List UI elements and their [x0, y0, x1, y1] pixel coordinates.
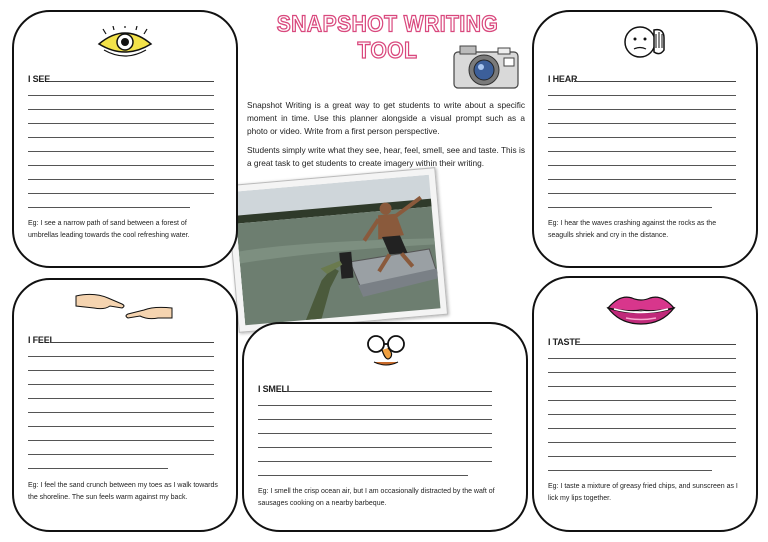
- feel-label-line[interactable]: [50, 342, 214, 343]
- taste-writing-line[interactable]: [548, 442, 736, 443]
- feel-writing-line[interactable]: [28, 426, 214, 427]
- hear-writing-line[interactable]: [548, 123, 736, 124]
- feel-writing-line[interactable]: [28, 454, 214, 455]
- taste-label: I TASTE: [548, 337, 581, 347]
- see-writing-line[interactable]: [28, 179, 214, 180]
- taste-example: Eg: I taste a mixture of greasy fried chips, and sunscreen as I lick my lips together.: [548, 483, 738, 502]
- hear-label-line[interactable]: [574, 81, 736, 82]
- smell-example: Eg: I smell the crisp ocean air, but I am occasionally distracted by the waft of sausages cooking on a nearby barbeque.: [258, 488, 495, 507]
- hear-writing-line[interactable]: [548, 179, 736, 180]
- see-example: Eg: I see a narrow path of sand between a forest of umbrellas leading towards the cool refreshing water.: [28, 220, 190, 239]
- feel-writing-line[interactable]: [28, 356, 214, 357]
- feel-writing-line[interactable]: [28, 468, 168, 469]
- see-writing-line[interactable]: [28, 137, 214, 138]
- taste-writing-line[interactable]: [548, 428, 736, 429]
- hear-writing-line[interactable]: [548, 95, 736, 96]
- hear-writing-line[interactable]: [548, 137, 736, 138]
- smell-writing-line[interactable]: [258, 447, 492, 448]
- hear-example: Eg: I hear the waves crashing against the rocks as the seagulls shriek and cry in the distance.: [548, 220, 717, 239]
- feel-writing-line[interactable]: [28, 398, 214, 399]
- lips-icon: [606, 290, 676, 328]
- taste-writing-line[interactable]: [548, 358, 736, 359]
- eye-icon: [96, 26, 154, 58]
- ear-listening-face-icon: [620, 20, 668, 62]
- intro-paragraph-1: Snapshot Writing is a great way to get students to write about a specific moment in time. Use this planner alongside a visual prompt such as a photo or video. Write from a first person perspective.: [247, 100, 525, 137]
- hear-writing-line[interactable]: [548, 207, 712, 208]
- smell-writing-line[interactable]: [258, 461, 492, 462]
- feel-label: I FEEL: [28, 335, 55, 345]
- feel-writing-line[interactable]: [28, 412, 214, 413]
- see-writing-line[interactable]: [28, 207, 190, 208]
- see-writing-line[interactable]: [28, 165, 214, 166]
- taste-writing-line[interactable]: [548, 400, 736, 401]
- intro-text: [247, 99, 525, 175]
- taste-writing-line[interactable]: [548, 456, 736, 457]
- taste-writing-line[interactable]: [548, 372, 736, 373]
- hear-writing-line[interactable]: [548, 109, 736, 110]
- page-title: SNAPSHOT WRITING TOOL: [276, 11, 499, 64]
- taste-label-line[interactable]: [576, 344, 736, 345]
- taste-writing-line[interactable]: [548, 386, 736, 387]
- hear-label: I HEAR: [548, 74, 578, 84]
- camera-icon: [450, 42, 522, 92]
- hear-writing-line[interactable]: [548, 165, 736, 166]
- hear-writing-line[interactable]: [548, 151, 736, 152]
- feel-writing-line[interactable]: [28, 384, 214, 385]
- smell-writing-line[interactable]: [258, 475, 468, 476]
- see-writing-line[interactable]: [28, 95, 214, 96]
- see-writing-line[interactable]: [28, 193, 214, 194]
- see-writing-line[interactable]: [28, 123, 214, 124]
- see-label-line[interactable]: [50, 81, 214, 82]
- feel-example: Eg: I feel the sand crunch between my toes as I walk towards the shoreline. The sun feels warm against my back.: [28, 482, 218, 501]
- smell-label-line[interactable]: [286, 391, 492, 392]
- intro-paragraph-2: Students simply write what they see, hear, feel, smell, see and taste. This is a great task to get students to create imagery within their writing.: [247, 144, 525, 168]
- nose-glasses-icon: [364, 332, 408, 368]
- see-writing-line[interactable]: [28, 151, 214, 152]
- feel-writing-line[interactable]: [28, 370, 214, 371]
- photo-crocodile-boat: [226, 167, 448, 333]
- smell-writing-line[interactable]: [258, 433, 492, 434]
- touching-hands-icon: [74, 290, 174, 324]
- smell-writing-line[interactable]: [258, 405, 492, 406]
- taste-writing-line[interactable]: [548, 470, 712, 471]
- see-writing-line[interactable]: [28, 109, 214, 110]
- hear-writing-line[interactable]: [548, 193, 736, 194]
- feel-writing-line[interactable]: [28, 440, 214, 441]
- taste-writing-line[interactable]: [548, 414, 736, 415]
- see-label: I SEE: [28, 74, 51, 84]
- smell-label: I SMELL: [258, 384, 293, 394]
- smell-writing-line[interactable]: [258, 419, 492, 420]
